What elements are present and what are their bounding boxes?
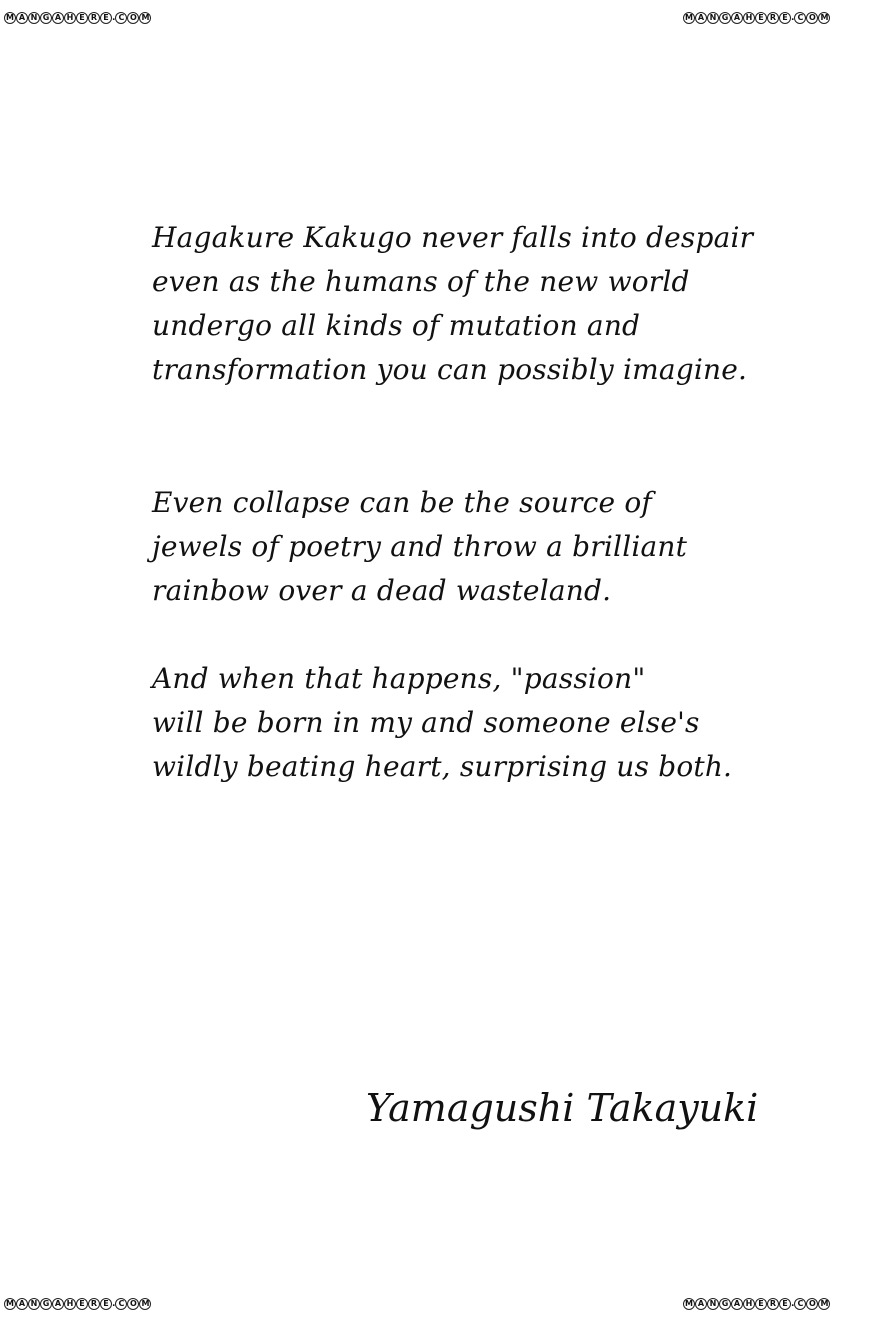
poem-line: jewels of poetry and throw a brilliant [152,530,688,563]
poem-line: Even collapse can be the source of [152,486,652,519]
watermark-letter: C [115,12,127,24]
watermark-letter: H [743,12,755,24]
watermark-letter: M [818,12,830,24]
watermark-letter: E [755,1298,767,1310]
watermark-dot: . [791,1298,795,1309]
watermark-letter: R [88,12,100,24]
watermark-letter: A [52,1298,64,1310]
watermark-letter: E [76,12,88,24]
watermark-letter: E [755,12,767,24]
watermark-letter: M [139,1298,151,1310]
watermark-bottom-right [683,1295,830,1312]
watermark-letter: G [719,12,731,24]
watermark-letter: M [4,1298,16,1310]
watermark-letter: G [40,12,52,24]
watermark-letter: G [719,1298,731,1310]
poem-paragraph-1 [152,216,753,392]
watermark-top-right [683,9,830,26]
watermark-letter: E [779,1298,791,1310]
watermark-dot: . [112,12,116,23]
poem-line: transformation you can possibly imagine. [152,353,748,386]
watermark-letter: O [806,12,818,24]
watermark-letter: H [64,12,76,24]
watermark-letter: R [88,1298,100,1310]
watermark-letter: M [683,12,695,24]
author-signature: Yamagushi Takayuki [366,1086,759,1130]
watermark-letter: A [16,1298,28,1310]
watermark-letter: E [779,12,791,24]
watermark-dot: . [791,12,795,23]
poem-line: rainbow over a dead wasteland. [152,574,612,607]
poem-paragraph-3 [152,657,732,789]
watermark-letter: O [127,1298,139,1310]
poem-line: wildly beating heart, surprising us both. [152,750,733,783]
watermark-letter: N [707,1298,719,1310]
watermark-letter: O [127,12,139,24]
watermark-bottom-left [4,1295,151,1312]
watermark-letter: C [794,12,806,24]
watermark-letter: R [767,12,779,24]
poem-line: undergo all kinds of mutation and [152,309,641,342]
poem-paragraph-2 [152,481,687,613]
watermark-letter: A [52,12,64,24]
watermark-letter: M [139,12,151,24]
poem-line: will be born in my and someone else's [152,706,700,739]
watermark-letter: A [731,12,743,24]
watermark-letter: H [743,1298,755,1310]
poem-line: Hagakure Kakugo never falls into despair [152,221,754,254]
watermark-letter: R [767,1298,779,1310]
watermark-letter: A [16,12,28,24]
watermark-letter: C [794,1298,806,1310]
watermark-letter: E [100,1298,112,1310]
watermark-top-left [4,9,151,26]
watermark-letter: M [683,1298,695,1310]
watermark-letter: A [731,1298,743,1310]
watermark-letter: N [28,1298,40,1310]
poem-line: even as the humans of the new world [152,265,690,298]
watermark-letter: H [64,1298,76,1310]
watermark-letter: M [818,1298,830,1310]
poem-line: And when that happens, "passion" [152,662,646,695]
watermark-letter: M [4,12,16,24]
watermark-letter: O [806,1298,818,1310]
watermark-letter: E [76,1298,88,1310]
watermark-letter: N [707,12,719,24]
watermark-letter: C [115,1298,127,1310]
watermark-letter: G [40,1298,52,1310]
watermark-letter: N [28,12,40,24]
watermark-letter: E [100,12,112,24]
watermark-dot: . [112,1298,116,1309]
watermark-letter: A [695,12,707,24]
watermark-letter: A [695,1298,707,1310]
